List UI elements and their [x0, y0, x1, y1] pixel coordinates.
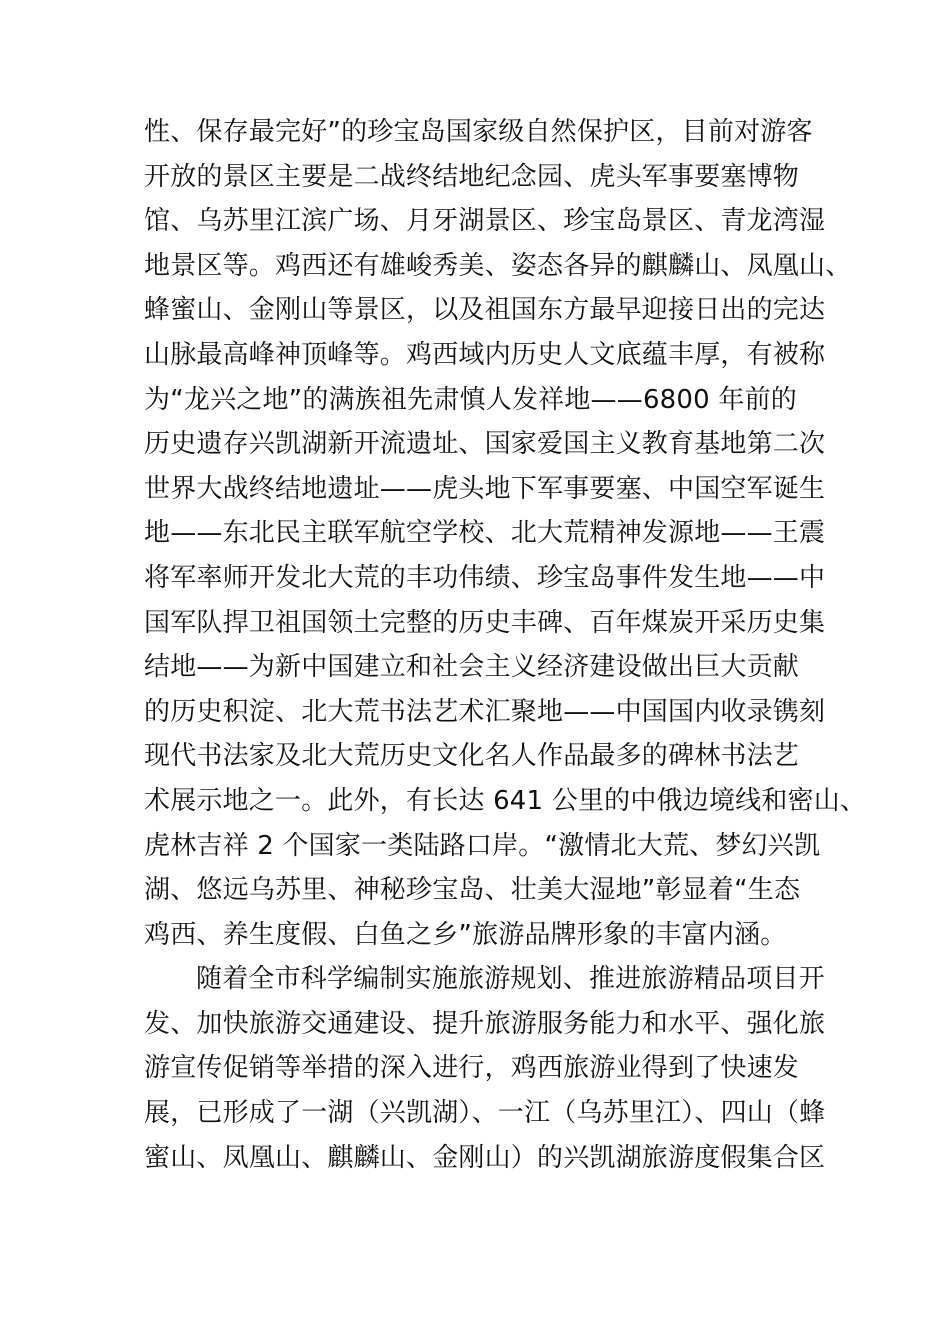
text-line-7: 为“龙兴之地”的满族祖先肃慎人发祥地——6800 年前的: [144, 384, 797, 415]
text-line-8: 历史遗存兴凯湖新开流遗址、国家爱国主义教育基地第二次: [144, 429, 826, 460]
text-line-4: 地景区等。鸡西还有雄峻秀美、姿态各异的麒麟山、凤凰山、: [144, 250, 852, 281]
text-line-15: 现代书法家及北大荒历史文化名人作品最多的碑林书法艺: [144, 741, 800, 772]
text-line-17: 虎林吉祥 2 个国家一类陆路口岸。“激情北大荒、梦幻兴凯: [144, 830, 821, 861]
text-line-24: 蜜山、凤凰山、麒麟山、金刚山）的兴凯湖旅游度假集合区: [144, 1142, 826, 1173]
text-line-11: 将军率师开发北大荒的丰功伟绩、珍宝岛事件发生地——中: [144, 562, 826, 593]
text-line-23: 展，已形成了一湖（兴凯湖）、一江（乌苏里江）、四山（蜂: [144, 1098, 826, 1129]
text-line-6: 山脉最高峰神顶峰等。鸡西域内历史人文底蕴丰厚，有被称: [144, 339, 826, 370]
text-line-5: 蜂蜜山、金刚山等景区，以及祖国东方最早迎接日出的完达: [144, 295, 826, 326]
text-line-1: 性、保存最完好”的珍宝岛国家级自然保护区，目前对游客: [144, 117, 813, 147]
text-line-3: 馆、乌苏里江滨广场、月牙湖景区、珍宝岛景区、青龙湾湿: [144, 206, 826, 237]
text-line-10: 地——东北民主联军航空学校、北大荒精神发源地——王震: [144, 518, 826, 549]
text-line-9: 世界大战终结地遗址——虎头地下军事要塞、中国空军诞生: [144, 473, 826, 504]
text-line-22: 游宣传促销等举措的深入进行，鸡西旅游业得到了快速发: [144, 1053, 800, 1084]
text-line-18: 湖、悠远乌苏里、神秘珍宝岛、壮美大湿地”彰显着“生态: [144, 875, 801, 906]
text-line-16: 术展示地之一。此外，有长达 641 公里的中俄边境线和密山、: [144, 785, 867, 816]
body-text: [144, 110, 867, 1180]
text-line-14: 的历史积淀、北大荒书法艺术汇聚地——中国国内收录镌刻: [144, 696, 826, 727]
text-line-21: 发、加快旅游交通建设、提升旅游服务能力和水平、强化旅: [144, 1008, 826, 1039]
text-line-12: 国军队捍卫祖国领土完整的历史丰碑、百年煤炭开采历史集: [144, 607, 826, 638]
text-line-20: 随着全市科学编制实施旅游规划、推进旅游精品项目开: [196, 964, 825, 995]
text-line-2: 开放的景区主要是二战终结地纪念园、虎头军事要塞博物: [144, 161, 800, 192]
text-line-13: 结地——为新中国建立和社会主义经济建设做出巨大贡献: [144, 652, 800, 683]
text-line-19: 鸡西、养生度假、白鱼之乡”旅游品牌形象的丰富内涵。: [144, 919, 787, 950]
